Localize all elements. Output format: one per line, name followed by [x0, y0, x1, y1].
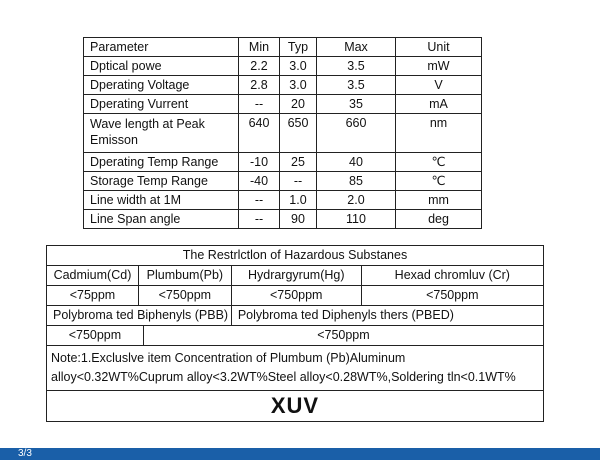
spec-max: 110: [317, 210, 396, 229]
pbb-label: Polybroma ted Biphenyls (PBB): [47, 306, 232, 326]
spec-row: [84, 114, 482, 153]
specifications-table: [83, 37, 482, 229]
rohs-label-row: [47, 306, 544, 326]
spec-typ: 25: [280, 153, 317, 172]
spec-row: [84, 76, 482, 95]
spec-unit: V: [396, 76, 482, 95]
rohs-note-line: alloy<0.32WT%Cuprum alloy<3.2WT%Steel alloy<0.28WT%,Soldering tln<0.1WT%: [51, 370, 516, 384]
cadmium-label: Cadmium(Cd): [47, 266, 139, 286]
rohs-note: [47, 346, 544, 391]
spec-row: [84, 210, 482, 229]
spec-param: Dptical powe: [84, 57, 239, 76]
spec-unit: mm: [396, 191, 482, 210]
spec-typ: 3.0: [280, 57, 317, 76]
pbb-value: <750ppm: [47, 326, 144, 346]
spec-unit: ℃: [396, 153, 482, 172]
spec-param: Storage Temp Range: [84, 172, 239, 191]
chromium-label: Hexad chromluv (Cr): [361, 266, 543, 286]
spec-max: 2.0: [317, 191, 396, 210]
spec-min: -10: [239, 153, 280, 172]
spec-min: -40: [239, 172, 280, 191]
header-parameter: Parameter: [84, 38, 239, 57]
spec-param: Line width at 1M: [84, 191, 239, 210]
chromium-value: <750ppm: [361, 286, 543, 306]
spec-min: --: [239, 191, 280, 210]
spec-typ: 650: [280, 114, 317, 153]
spec-max: 40: [317, 153, 396, 172]
spec-unit: nm: [396, 114, 482, 153]
spec-param: Dperating Vurrent: [84, 95, 239, 114]
rohs-title: The Restrlctlon of Hazardous Substanes: [47, 246, 544, 266]
rohs-note-line: Note:1.Excluslve item Concentration of Plumbum (Pb)Aluminum: [51, 351, 406, 365]
rohs-label-row: [47, 266, 544, 286]
spec-unit: mA: [396, 95, 482, 114]
spec-param: Dperating Voltage: [84, 76, 239, 95]
plumbum-value: <750ppm: [138, 286, 231, 306]
pbde-value: <750ppm: [143, 326, 543, 346]
spec-typ: 20: [280, 95, 317, 114]
spec-param: Line Span angle: [84, 210, 239, 229]
spec-param-line: Emisson: [90, 133, 138, 147]
mercury-value: <750ppm: [231, 286, 361, 306]
header-min: Min: [239, 38, 280, 57]
rohs-brand-row: [47, 391, 544, 422]
spec-min: --: [239, 210, 280, 229]
header-unit: Unit: [396, 38, 482, 57]
pbde-label: Polybroma ted Diphenyls thers (PBED): [231, 306, 543, 326]
spec-unit: ℃: [396, 172, 482, 191]
spec-typ: 90: [280, 210, 317, 229]
spec-max: 660: [317, 114, 396, 153]
page-number: 3/3: [18, 448, 32, 459]
spec-min: --: [239, 95, 280, 114]
mercury-label: Hydrargyrum(Hg): [231, 266, 361, 286]
brand-name: XUV: [47, 391, 544, 422]
rohs-note-row: [47, 346, 544, 391]
spec-row: [84, 191, 482, 210]
plumbum-label: Plumbum(Pb): [138, 266, 231, 286]
footer-bar: [0, 448, 600, 460]
spec-typ: 1.0: [280, 191, 317, 210]
spec-row: [84, 57, 482, 76]
rohs-value-row: [47, 326, 544, 346]
header-max: Max: [317, 38, 396, 57]
rohs-value-row: [47, 286, 544, 306]
spec-max: 85: [317, 172, 396, 191]
spec-typ: 3.0: [280, 76, 317, 95]
spec-row: [84, 153, 482, 172]
spec-min: 2.2: [239, 57, 280, 76]
spec-typ: --: [280, 172, 317, 191]
spec-param: [84, 114, 239, 153]
spec-min: 640: [239, 114, 280, 153]
spec-min: 2.8: [239, 76, 280, 95]
spec-param: Dperating Temp Range: [84, 153, 239, 172]
hazardous-substances-table: [46, 245, 544, 422]
spec-max: 3.5: [317, 57, 396, 76]
spec-max: 3.5: [317, 76, 396, 95]
spec-max: 35: [317, 95, 396, 114]
spec-unit: deg: [396, 210, 482, 229]
cadmium-value: <75ppm: [47, 286, 139, 306]
spec-row: [84, 95, 482, 114]
spec-row: [84, 172, 482, 191]
rohs-title-row: [47, 246, 544, 266]
spec-param-line: Wave length at Peak: [90, 117, 205, 131]
spec-header-row: [84, 38, 482, 57]
spec-unit: mW: [396, 57, 482, 76]
header-typ: Typ: [280, 38, 317, 57]
